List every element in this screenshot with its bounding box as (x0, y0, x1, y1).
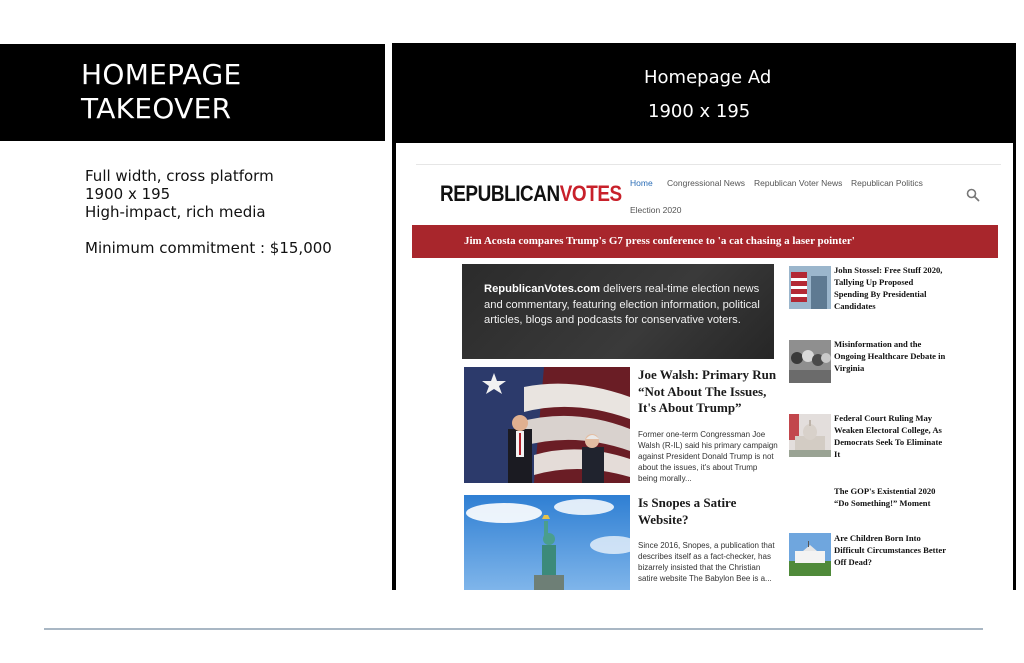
sidebar-thumb-white-house[interactable] (789, 533, 831, 576)
article-title[interactable]: Joe Walsh: Primary Run “Not About The Issues, It's About Trump” (638, 367, 777, 415)
site-logo[interactable] (440, 181, 622, 207)
website-preview (396, 143, 1013, 590)
spec-line: Full width, cross platform (85, 167, 274, 185)
breaking-news-banner[interactable]: Jim Acosta compares Trump's G7 press conference to 'a cat chasing a laser pointer' (412, 225, 998, 258)
article-image-statue-of-liberty[interactable] (464, 495, 630, 590)
nav-congressional-news[interactable]: Congressional News (667, 178, 745, 188)
ad-title: Homepage Ad (644, 67, 772, 88)
article-excerpt: Since 2016, Snopes, a publication that describes itself as a fact-checker, has bizarrely insisted that the Christian satire website The Babylon Bee is a... (638, 541, 775, 583)
about-text (484, 282, 769, 329)
nav-election-2020[interactable]: Election 2020 (630, 205, 682, 215)
nav-republican-politics[interactable]: Republican Politics (851, 178, 923, 188)
about-brand: RepublicanVotes.com (484, 283, 601, 295)
sidebar-article-title[interactable]: John Stossel: Free Stuff 2020, Tallying Up Proposed Spending By Presidential Candidates (834, 265, 943, 311)
nav-republican-voter-news[interactable]: Republican Voter News (754, 178, 843, 188)
commitment-text: Minimum commitment : $15,000 (85, 239, 332, 257)
sidebar-thumb-rushmore[interactable] (789, 340, 831, 383)
left-title-block (0, 44, 385, 141)
sidebar-thumb-stossel[interactable] (789, 266, 831, 309)
article-title[interactable]: Is Snopes a Satire Website? (638, 495, 737, 527)
title-line-2: TAKEOVER (81, 92, 232, 125)
divider (416, 164, 1001, 165)
about-box (462, 264, 774, 359)
article-excerpt: Former one-term Congressman Joe Walsh (R-IL) said his primary campaign against President Donald Trump is not about the issues, it's about Trump being morally... (638, 430, 778, 483)
article-image-trump-pence[interactable] (464, 367, 630, 483)
sidebar-thumb-capitol[interactable] (789, 414, 831, 457)
about-description: delivers real-time election news and commentary, featuring election information, political articles, blogs and podcasts for conservative voters. (484, 283, 760, 326)
sidebar-article-title[interactable]: Misinformation and the Ongoing Healthcare Debate in Virginia (834, 339, 946, 373)
title-line-1: HOMEPAGE (81, 58, 242, 91)
website-preview-frame (392, 141, 1016, 590)
footer-divider (44, 628, 983, 630)
search-icon[interactable] (966, 188, 980, 202)
ad-size: 1900 x 195 (648, 101, 751, 122)
logo-part-1: REPUBLICAN (440, 181, 560, 206)
sidebar-article-title[interactable]: The GOP's Existential 2020 “Do Something!” Moment (834, 486, 936, 508)
logo-part-2: VOTES (559, 181, 622, 206)
sidebar-article-title[interactable]: Federal Court Ruling May Weaken Electoral College, As Democrats Seek To Eliminate It (834, 413, 943, 459)
spec-line: 1900 x 195 (85, 185, 171, 203)
right-title-block (392, 43, 1016, 141)
spec-line: High-impact, rich media (85, 203, 266, 221)
nav-home[interactable]: Home (630, 178, 653, 188)
sidebar-article-title[interactable]: Are Children Born Into Difficult Circumstances Better Off Dead? (834, 533, 946, 567)
